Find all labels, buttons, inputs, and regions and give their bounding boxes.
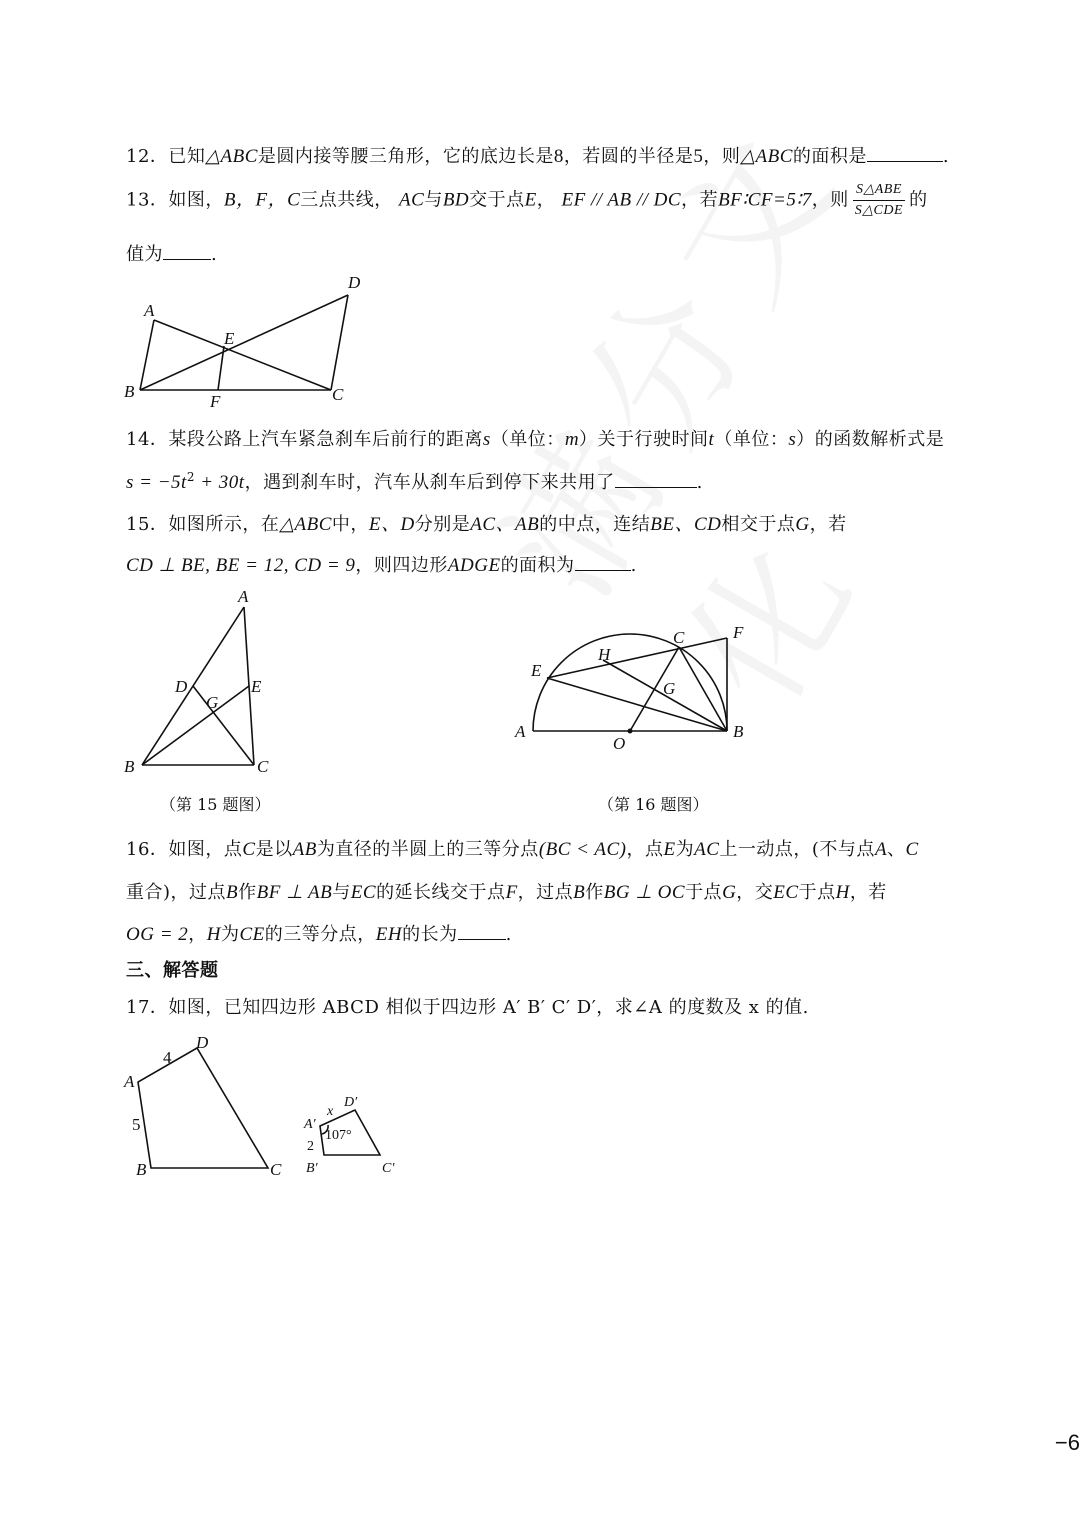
- q14-formula-b: + 30t: [194, 472, 245, 493]
- fig13-label-e: E: [224, 329, 235, 348]
- fig16-center-point: [628, 729, 633, 734]
- q15-condition: CD ⊥ BE, BE = 12, CD = 9: [126, 555, 356, 576]
- q16-b: B: [226, 882, 239, 903]
- fig16-caption: （第 16 题图）: [598, 795, 709, 814]
- q16-perp-2: BG ⊥ OC: [603, 882, 686, 903]
- q14-text-4: ，遇到刹车时，汽车从刹车后到停下来共用了: [244, 472, 615, 493]
- q14-formula-sup: 2: [186, 470, 195, 484]
- fig17-label-d: D: [196, 1033, 209, 1052]
- q13-e: E: [524, 189, 537, 211]
- q13-fraction-denominator: S△CDE: [854, 203, 904, 218]
- fig15-line-cd: [193, 686, 254, 765]
- q16-h: H: [835, 882, 850, 903]
- fig13-line-bd: [140, 295, 348, 390]
- fig15-label-e: E: [251, 677, 262, 696]
- q16-answer-blank[interactable]: [458, 923, 506, 940]
- fig16-label-a: A: [515, 722, 526, 741]
- q16-eh: EH: [375, 924, 403, 945]
- fig15-label-a: A: [238, 587, 249, 606]
- fig16-label-h: H: [598, 645, 611, 664]
- q14-sec: s: [788, 429, 797, 450]
- q16-text-7: 、: [887, 839, 906, 860]
- figure-15: [118, 585, 288, 780]
- q13-text-4: 交于点: [469, 189, 525, 211]
- fig15-label-c: C: [257, 757, 269, 776]
- q16-c: C: [242, 839, 256, 860]
- page-number: −6: [1054, 1430, 1080, 1455]
- fig13-label-b: B: [124, 382, 135, 401]
- q16-text-8: 重合)，过点: [126, 882, 227, 903]
- fig15-label-g: G: [206, 693, 219, 712]
- fig17-label-c-prime: C′: [382, 1161, 395, 1176]
- q14-formula-a: s = −5t: [126, 472, 187, 493]
- question-12: [126, 142, 949, 168]
- fig13-label-d: D: [348, 273, 361, 292]
- question-16-line-3: [126, 920, 512, 946]
- q16-text-11: 的延长线交于点: [376, 882, 506, 903]
- q16-text-15: ，交: [736, 882, 774, 903]
- fig13-line-dc: [331, 295, 348, 390]
- q16-text-12: ，过点: [517, 882, 574, 903]
- fig15-caption: （第 15 题图）: [160, 795, 271, 814]
- q13-text-8: 的: [909, 189, 928, 211]
- q15-ed: E、D: [368, 514, 415, 535]
- fig17-label-b: B: [136, 1160, 147, 1179]
- q15-becd: BE、CD: [650, 514, 722, 535]
- fig17-label-d-prime: D′: [344, 1095, 358, 1110]
- fig17-label-side-ad: 4: [163, 1048, 172, 1067]
- fig16-label-b: B: [733, 722, 744, 741]
- q14-m: m: [564, 429, 580, 450]
- fig16-line-eb: [547, 678, 727, 731]
- fig16-label-o: O: [613, 734, 626, 750]
- q16-text-10: 与: [332, 882, 351, 903]
- question-16-line-2: [126, 878, 887, 904]
- q16-text-9: 作: [238, 882, 257, 903]
- fig13-label-a: A: [144, 301, 155, 320]
- q16-ab: AB: [292, 839, 317, 860]
- q13-fraction: [853, 180, 905, 221]
- q14-unit-2: （单位：: [714, 429, 789, 450]
- question-15: [126, 509, 847, 536]
- q12-text-2: 是圆内接等腰三角形，它的底边长是: [257, 146, 554, 167]
- q13-text-7: ，则: [811, 189, 849, 211]
- q13-text-2: 三点共线，: [300, 189, 393, 211]
- q15-end: .: [630, 555, 637, 576]
- q15-text-8: 的面积为: [500, 555, 575, 576]
- q13-ratio: BF∶CF=5∶7: [718, 189, 812, 211]
- question-16: [126, 835, 919, 861]
- q12-number: 12．: [126, 146, 169, 167]
- question-13: [126, 180, 928, 221]
- q15-text-3: 分别是: [414, 514, 471, 535]
- q16-text-2: 是以: [255, 839, 293, 860]
- q16-text-21: 的长为: [402, 924, 458, 945]
- section-heading: 三、解答题: [126, 960, 219, 981]
- q16-text-14: 于点: [685, 882, 723, 903]
- q15-triangle: △ABC: [279, 514, 332, 535]
- q12-answer-blank[interactable]: [867, 145, 943, 162]
- q16-ac: AC: [694, 839, 720, 860]
- q13-points: B，F，C: [223, 189, 301, 211]
- q16-text-13: 作: [585, 882, 604, 903]
- q15-acab: AC、AB: [470, 514, 540, 535]
- fig16-label-c: C: [673, 628, 685, 647]
- q16-text-4: ，点: [626, 839, 664, 860]
- fig17-label-side-2: 2: [307, 1139, 314, 1154]
- q16-h-2: H: [206, 924, 221, 945]
- fig15-label-d: D: [175, 677, 188, 696]
- q14-unit-1: （单位：: [490, 429, 565, 450]
- q13-text-3: 与: [424, 189, 443, 211]
- question-14: [126, 425, 944, 451]
- q15-text-1: 如图所示，在: [168, 514, 280, 535]
- q16-f: F: [505, 882, 518, 903]
- q13-end: .: [211, 244, 218, 265]
- fig15-label-b: B: [124, 757, 135, 776]
- fig13-line-ab: [140, 320, 154, 390]
- q13-parallel: EF // AB // DC: [561, 189, 682, 211]
- q12-text-1: 已知: [168, 146, 206, 167]
- fig16-label-g: G: [663, 679, 676, 698]
- fig13-line-ac: [154, 320, 331, 390]
- q16-c-2: C: [905, 839, 919, 860]
- q13-fraction-numerator: S△ABE: [853, 180, 905, 201]
- q13-ac: AC: [399, 189, 425, 211]
- q14-text-3: ）的函数解析式是: [796, 429, 945, 450]
- q12-text-3: ，若圆的半径是: [563, 146, 694, 167]
- q15-g: G: [795, 514, 810, 535]
- fig17-label-c: C: [270, 1160, 282, 1179]
- fig17-label-angle: 107°: [325, 1128, 352, 1143]
- question-14-line-2: [126, 468, 703, 494]
- q16-text-17: ，若: [849, 882, 887, 903]
- fig16-label-e: E: [531, 661, 542, 680]
- fig17-label-a-prime: A′: [304, 1117, 316, 1132]
- q13-text-9: 值为: [126, 244, 163, 265]
- fig17-label-a: A: [124, 1072, 135, 1091]
- q16-text-19: 为: [221, 924, 240, 945]
- q13-text-6: ，若: [681, 189, 719, 211]
- q15-number: 15．: [126, 514, 169, 535]
- q16-text-18: ，: [188, 924, 207, 945]
- q12-base-length: 8: [553, 146, 564, 167]
- q16-text-5: 为: [675, 839, 695, 860]
- q13-text-1: 如图，: [168, 189, 224, 211]
- q12-end: .: [942, 146, 950, 167]
- q16-compare: (BC < AC): [538, 839, 627, 860]
- q14-number: 14．: [126, 429, 169, 450]
- q16-text-20: 的三等分点，: [264, 924, 376, 945]
- q15-text-5: 相交于点: [721, 514, 796, 535]
- fig16-line-ef: [547, 638, 727, 678]
- fig13-label-c: C: [332, 385, 344, 404]
- q16-ce: CE: [239, 924, 265, 945]
- fig17-quad-abcd: [138, 1048, 268, 1168]
- q15-text-2: 中，: [331, 514, 369, 535]
- q15-text-7: ，则四边形: [355, 555, 448, 576]
- q12-triangle-abc: △ABC: [205, 146, 258, 167]
- q16-text-1: 如图，点: [168, 839, 243, 860]
- fig17-label-x: x: [327, 1104, 334, 1119]
- question-13-line-2: [126, 240, 217, 266]
- q14-end: .: [696, 472, 703, 493]
- q15-text-6: ，若: [809, 514, 847, 535]
- q14-t: t: [708, 429, 715, 450]
- q14-text-2: ）关于行驶时间: [579, 429, 709, 450]
- q16-e: E: [663, 839, 676, 860]
- q13-text-5: ，: [536, 189, 556, 211]
- q16-g: G: [722, 882, 737, 903]
- fig15-line-be: [142, 686, 249, 765]
- q15-answer-blank[interactable]: [575, 554, 631, 571]
- fig17-label-side-ab: 5: [132, 1115, 141, 1134]
- q16-ec: EC: [350, 882, 377, 903]
- q12-radius: 5: [693, 146, 704, 167]
- question-15-line-2: [126, 551, 637, 577]
- q16-number: 16．: [126, 839, 169, 860]
- q12-text-5: 的面积是: [792, 146, 867, 167]
- question-17: 17．如图，已知四边形 ABCD 相似于四边形 A′ B′ C′ D′，求∠A 的度数及 x 的值.: [126, 997, 809, 1018]
- q16-a: A: [874, 839, 888, 860]
- figure-16: [505, 610, 765, 750]
- figure-13: [118, 270, 378, 415]
- q12-text-4: ，则: [703, 146, 741, 167]
- q16-text-3: 为直径的半圆上的三等分点: [316, 839, 539, 860]
- fig16-label-f: F: [733, 623, 744, 642]
- q16-end: .: [505, 924, 512, 945]
- q14-answer-blank[interactable]: [615, 471, 697, 488]
- fig17-label-b-prime: B′: [306, 1161, 318, 1176]
- figure-17: [118, 1030, 418, 1180]
- q16-b-2: B: [573, 882, 586, 903]
- q16-og: OG = 2: [126, 924, 189, 945]
- q16-ec-2: EC: [773, 882, 799, 903]
- q13-bd: BD: [442, 189, 470, 211]
- q15-text-4: 的中点，连结: [539, 514, 651, 535]
- q13-number: 13．: [126, 189, 169, 211]
- q14-s: s: [482, 429, 491, 450]
- q16-perp-1: BF ⊥ AB: [256, 882, 333, 903]
- fig13-label-f: F: [210, 392, 221, 411]
- q16-text-16: 于点: [798, 882, 836, 903]
- q15-adge: ADGE: [447, 555, 501, 576]
- q14-text-1: 某段公路上汽车紧急刹车后前行的距离: [168, 429, 483, 450]
- q13-answer-blank[interactable]: [163, 243, 211, 260]
- q12-triangle-abc-2: △ABC: [740, 146, 793, 167]
- q16-text-6: 上一动点，(不与点: [719, 839, 875, 860]
